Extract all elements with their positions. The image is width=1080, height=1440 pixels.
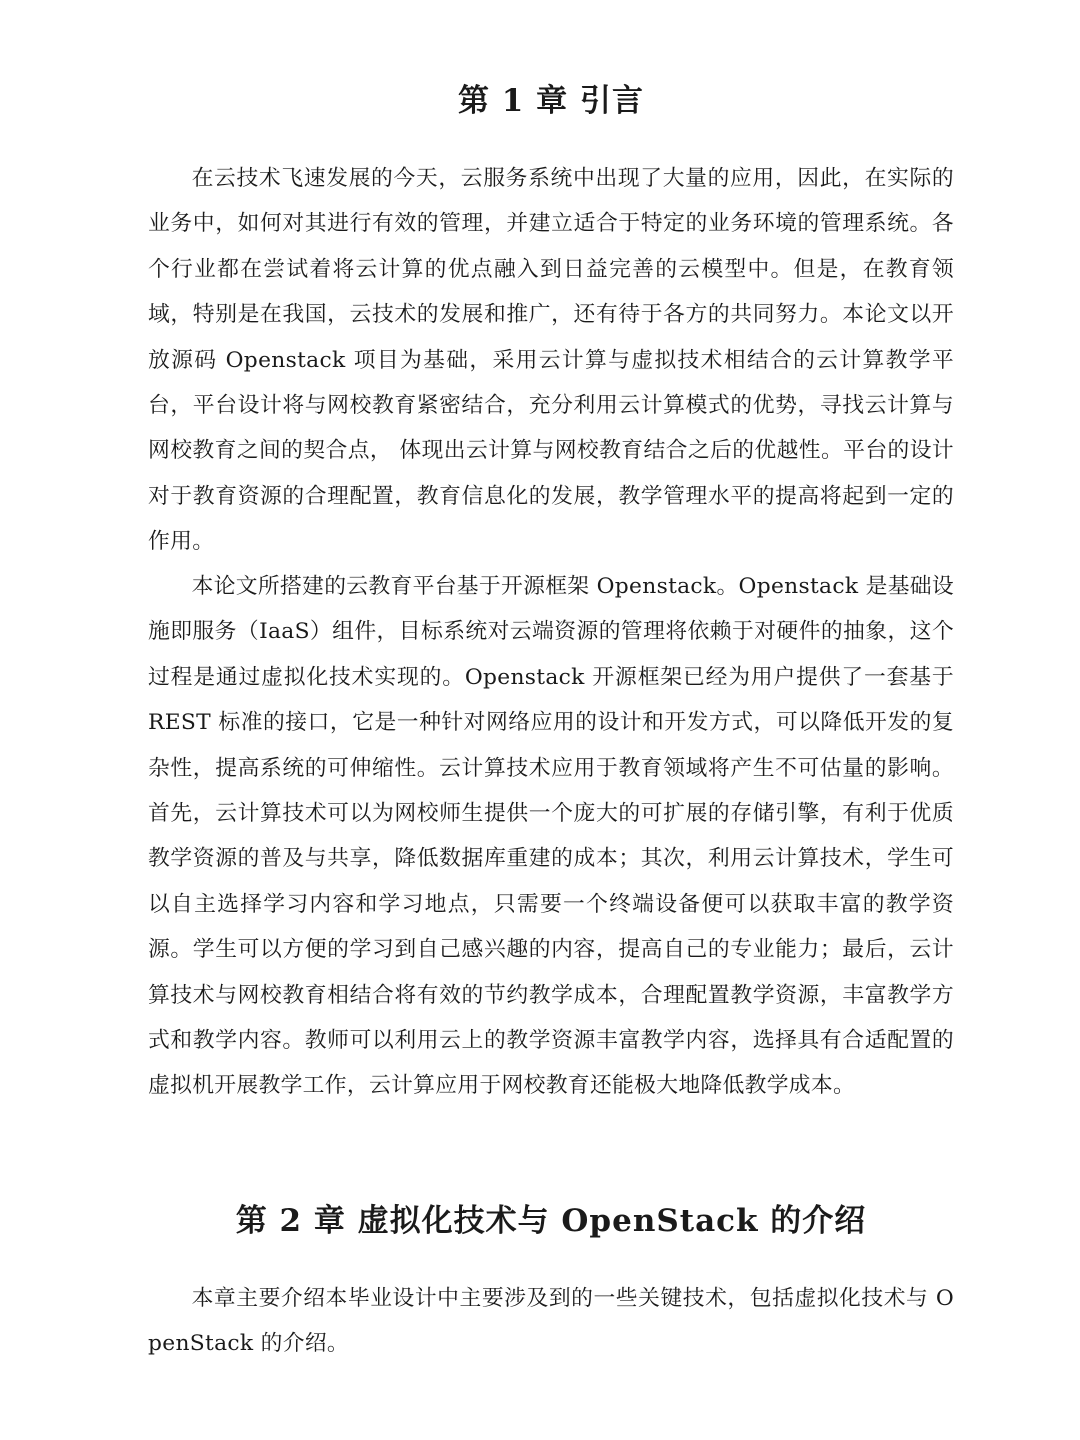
chapter-1-title: 第 1 章 引言 <box>458 83 644 119</box>
chapter-1-paragraph-1: 在云技术飞速发展的今天，云服务系统中出现了大量的应用，因此，在实际的业务中，如何对其进行有效的管理，并建立适合于特定的业务环境的管理系统。各个行业都在尝试着将云计算的优点融入到日益完善的云模型中。但是，在教育领域，特别是在我国，云技术的发展和推广，还有待于各方的共同努力。本论文以开放源码 Openstack 项目为基础，采用云计算与虚拟技术相结合的云计算教学平台，平台设计将与网校教育紧密结合，充分利用云计算模式的优势，寻找云计算与网校教育之间的契合点， 体现出云计算与网校教育结合之后的优越性。平台的设计对于教育资源的合理配置，教育信息化的发展，教学管理水平的提高将起到一定的作用。 <box>148 166 954 555</box>
document-page <box>148 0 954 1440</box>
chapter-2-title: 第 2 章 虚拟化技术与 OpenStack 的介绍 <box>235 1203 867 1239</box>
chapter-1-paragraph-2: 本论文所搭建的云教育平台基于开源框架 Openstack。Openstack 是基础设施即服务（IaaS）组件，目标系统对云端资源的管理将依赖于对硬件的抽象，这个过程是通过虚拟化技术实现的。Openstack 开源框架已经为用户提供了一套基于 REST 标准的接口，它是一种针对网络应用的设计和开发方式，可以降低开发的复杂性，提高系统的可伸缩性。云计算技术应用于教育领域将产生不可估量的影响。首先，云计算技术可以为网校师生提供一个庞大的可扩展的存储引擎，有利于优质教学资源的普及与共享，降低数据库重建的成本；其次，利用云计算技术，学生可以自主选择学习内容和学习地点，只需要一个终端设备便可以获取丰富的教学资源。学生可以方便的学习到自己感兴趣的内容，提高自己的专业能力；最后，云计算技术与网校教育相结合将有效的节约教学成本，合理配置教学资源，丰富教学方式和教学内容。教师可以利用云上的教学资源丰富教学内容，选择具有合适配置的虚拟机开展教学工作，云计算应用于网校教育还能极大地降低教学成本。 <box>148 574 954 1099</box>
chapter-2-paragraph-1: 本章主要介绍本毕业设计中主要涉及到的一些关键技术，包括虚拟化技术与 OpenStack 的介绍。 <box>148 1286 954 1357</box>
